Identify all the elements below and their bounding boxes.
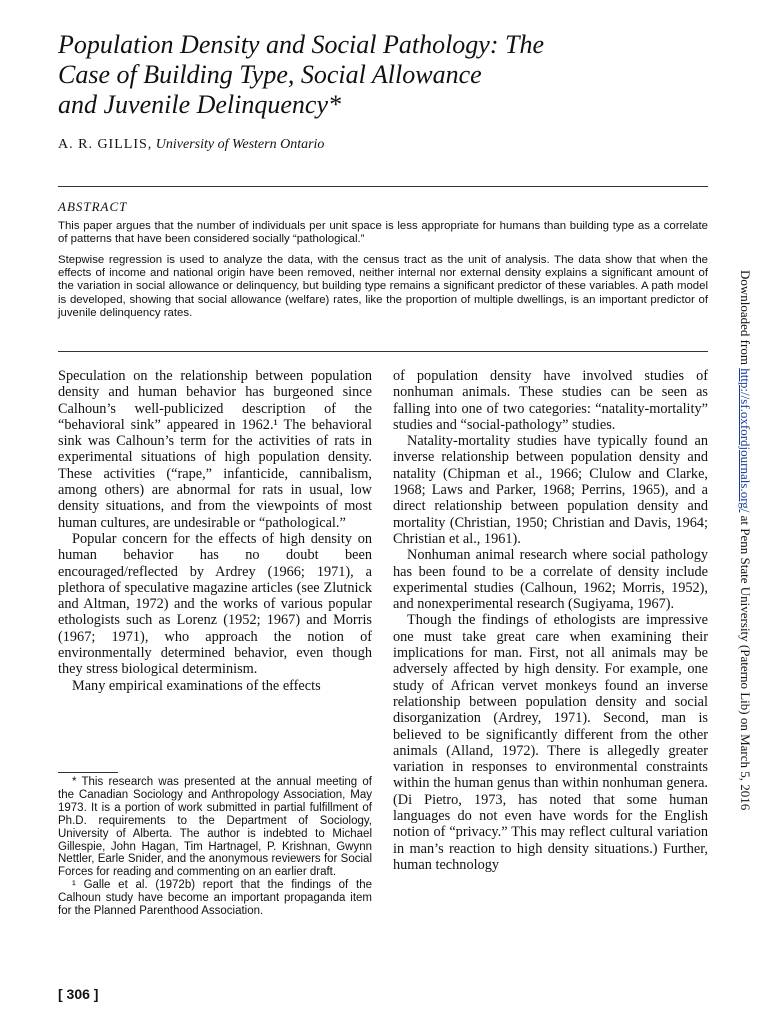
title-line-2: Case of Building Type, Social Allowance [58,60,482,89]
body-paragraph: Natality-mortality studies have typically found an inverse relationship between population density and natality (Chipman et al., 1966; Clulow and Clarke, 1968; Laws and Parker, 1968; Perrins, 1965), and a direct relationship between population density and mortality (Christian, 1950; Christian and Davis, 1964; Christian et al., 1961). [393,433,708,547]
footnote-rule [58,772,118,773]
author-line [58,137,324,153]
abstract-heading: ABSTRACT [58,199,128,214]
abstract-bottom-rule [58,351,708,352]
title-line-3: and Juvenile Delinquency* [58,90,341,119]
body-paragraph: Many empirical examinations of the effects [72,677,321,694]
watermark-prefix: Downloaded from [738,270,753,369]
abstract-paragraph-1: This paper argues that the number of individuals per unit space is less appropriate for humans than building type as a correlate of patterns that have been considered socially “pathological.” [58,220,708,246]
author-affiliation: University of Western Ontario [155,137,325,152]
footnote-1: ¹ Galle et al. (1972b) report that the findings of the Calhoun study have become an important propaganda item for the Planned Parenthood Association. [58,879,372,918]
watermark-suffix: at Penn State University (Paterno Lib) on March 5, 2016 [738,512,753,811]
journal-link[interactable]: http://sf.oxfordjournals.org/ [738,368,753,513]
footnote-acknowledgement: * This research was presented at the annual meeting of the Canadian Sociology and Anthropology Association, May 1973. It is a portion of work submitted in partial fulfillment of Ph.D. requirements to the Department of Sociology, University of Alberta. The author is indebted to Michael Gillespie, John Hagan, Tim Hartnagel, P. Krishnan, Gwynn Nettler, Earle Snider, and the anonymous reviewers for Social Forces for reading and commenting on an earlier draft. [58,776,372,879]
abstract-paragraph-2: Stepwise regression is used to analyze the data, with the census tract as the unit of analysis. The data show that when the effects of income and national origin have been removed, neither internal nor external density explains a significant amount of the variation in social allowance or delinquency, but building type remains a significant predictor of these variables. A path model is developed, showing that social allowance (welfare) rates, like the proportion of multiple dwellings, is an important predictor of juvenile delinquency rates. [58,254,708,319]
body-paragraph: of population density have involved studies of nonhuman animals. These studies can be seen as falling into one of two categories: “natality-mortality” studies and “social-pathology” studies. [393,368,708,433]
author-name: A. R. GILLIS, [58,137,153,152]
download-watermark [734,270,756,811]
article-title [58,30,698,120]
abstract-top-rule [58,186,708,187]
page-number: [ 306 ] [58,986,99,1002]
body-column-right [393,368,708,873]
body-paragraph: Popular concern for the effects of high density on human behavior has no doubt been encouraged/reflected by Ardrey (1966; 1971), a plethora of speculative magazine articles (see Zlutnick and Altman, 1972) and the works of various popular ethologists such as Lorenz (1952; 1967) and Morris (1967; 1971), who approach the notion of environmentally determined behavior, even though they stress biological determinism. [58,530,372,678]
title-line-1: Population Density and Social Pathology: The [58,30,544,59]
footnotes [58,776,372,918]
body-paragraph: Speculation on the relationship between population density and human behavior has burgeoned since Calhoun’s well-publicized description of the “behavioral sink” appeared in 1962.¹ The behavioral sink was Calhoun’s term for the activities of rats in experimental situations of high population density. These activities (“rape,” infanticide, cannibalism, among others) are abnormal for rats in usual, low density situations, and from the viewpoints of most human cultures, are undesirable or “pathological.” [58,368,372,531]
body-paragraph: Nonhuman animal research where social pathology has been found to be a correlate of density include experimental studies (Calhoun, 1962; Morris, 1952), and nonexperimental research (Sugiyama, 1967). [393,547,708,613]
body-paragraph: Though the findings of ethologists are impressive one must take great care when examining their implications for man. First, not all animals may be adversely affected by high density. For example, one study of African vervet monkeys found an inverse relationship between population density and social disorganization (Ardrey, 1971). Second, man is believed to be significantly different from the other animals (Alland, 1972). There is allegedly greater variation in responses to environmental constraints within the human genus than within nonhuman genera. (Di Pietro, 1973, has noted that some human languages do not even have words for the English notion of “privacy.” This may reflect cultural variation in man’s reaction to high density situations.) Further, human technology [393,612,708,873]
body-column-left [58,368,372,694]
